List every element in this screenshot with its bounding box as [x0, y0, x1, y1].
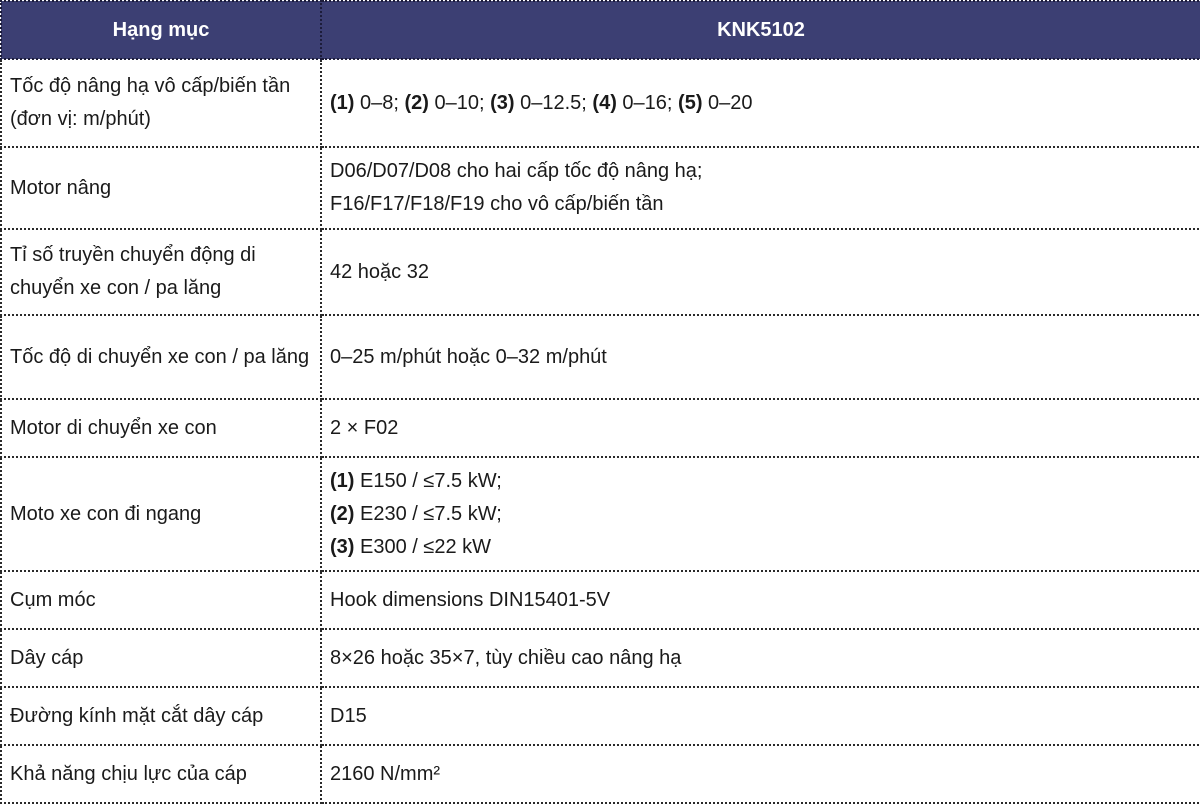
table-body	[1, 59, 1200, 803]
value-text: 0–20	[702, 91, 753, 114]
value-text: 2160 N/mm²	[330, 762, 441, 785]
value-text: 0–8;	[354, 91, 405, 114]
value-line	[330, 758, 1192, 791]
value-text: 0–10;	[428, 91, 491, 114]
row-label: Dây cáp	[1, 629, 321, 687]
header-item-column: Hạng mục	[1, 1, 321, 59]
value-text: 0–16;	[616, 91, 679, 114]
table-row	[1, 59, 1200, 147]
row-value	[321, 147, 1200, 229]
row-value	[321, 59, 1200, 147]
row-value	[321, 687, 1200, 745]
row-value	[321, 315, 1200, 399]
value-line	[330, 412, 1192, 445]
value-line	[330, 256, 1192, 289]
table-row	[1, 629, 1200, 687]
row-value	[321, 229, 1200, 315]
value-index: (2)	[404, 91, 429, 114]
table-row	[1, 745, 1200, 803]
value-index: (5)	[678, 91, 703, 114]
value-line	[330, 531, 1192, 564]
header-row	[1, 1, 1200, 59]
value-text: E300 / ≤22 kW	[354, 535, 492, 558]
value-index: (1)	[330, 91, 355, 114]
table-row	[1, 229, 1200, 315]
table-row	[1, 399, 1200, 457]
table-row	[1, 457, 1200, 571]
value-text: 0–25 m/phút hoặc 0–32 m/phút	[330, 345, 607, 368]
table-row	[1, 315, 1200, 399]
value-text: D06/D07/D08 cho hai cấp tốc độ nâng hạ;	[330, 160, 703, 182]
value-text: 0–12.5;	[514, 91, 593, 114]
value-line	[330, 341, 1192, 374]
value-line	[330, 465, 1192, 498]
row-value	[321, 457, 1200, 571]
table-row	[1, 687, 1200, 745]
row-label: Motor nâng	[1, 147, 321, 229]
value-index: (1)	[330, 469, 355, 492]
table-row	[1, 147, 1200, 229]
table-row	[1, 571, 1200, 629]
value-line	[330, 700, 1192, 733]
row-value	[321, 745, 1200, 803]
row-value	[321, 629, 1200, 687]
row-label: Tốc độ di chuyển xe con / pa lăng	[1, 315, 321, 399]
row-label: Tốc độ nâng hạ vô cấp/biến tần (đơn vị: m/phút)	[1, 59, 321, 147]
row-label: Motor di chuyển xe con	[1, 399, 321, 457]
value-line	[330, 155, 1192, 188]
value-text: 8×26 hoặc 35×7, tùy chiều cao nâng hạ	[330, 646, 682, 669]
row-label: Tỉ số truyền chuyển động di chuyển xe con / pa lăng	[1, 229, 321, 315]
value-line	[330, 584, 1192, 617]
value-text: F16/F17/F18/F19 cho vô cấp/biến tần	[330, 193, 664, 215]
row-label: Đường kính mặt cắt dây cáp	[1, 687, 321, 745]
value-index: (4)	[592, 91, 617, 114]
value-text: E150 / ≤7.5 kW;	[354, 469, 502, 492]
value-text: E230 / ≤7.5 kW;	[354, 502, 502, 525]
row-value	[321, 399, 1200, 457]
value-line	[330, 87, 1192, 120]
value-line	[330, 642, 1192, 675]
value-index: (2)	[330, 502, 355, 525]
row-label: Cụm móc	[1, 571, 321, 629]
table-header	[1, 1, 1200, 59]
value-line	[330, 188, 1192, 221]
value-index: (3)	[330, 535, 355, 558]
value-text: D15	[330, 704, 367, 727]
value-text: 2 × F02	[330, 416, 399, 439]
value-index: (3)	[490, 91, 515, 114]
row-label: Khả năng chịu lực của cáp	[1, 745, 321, 803]
row-value	[321, 571, 1200, 629]
value-line	[330, 498, 1192, 531]
value-text: 42 hoặc 32	[330, 260, 429, 283]
value-text: Hook dimensions DIN15401-5V	[330, 588, 611, 611]
header-model-column: KNK5102	[321, 1, 1200, 59]
row-label: Moto xe con đi ngang	[1, 457, 321, 571]
